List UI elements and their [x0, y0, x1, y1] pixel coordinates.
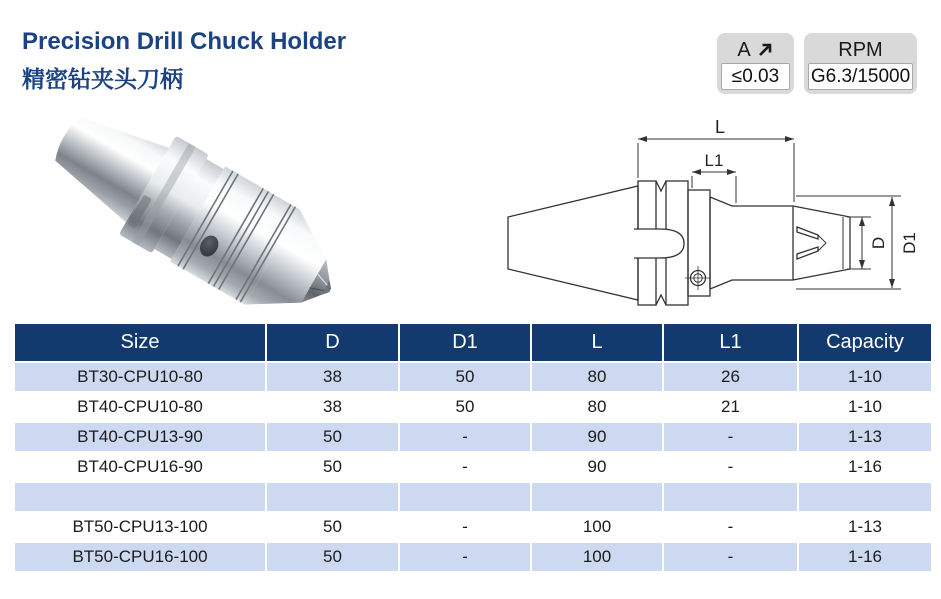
- table-cell: 50: [400, 393, 530, 421]
- column-header: Size: [15, 324, 265, 361]
- table-cell: 90: [532, 453, 662, 481]
- table-cell: 50: [400, 363, 530, 391]
- table-cell: 21: [664, 393, 797, 421]
- table-cell: 80: [532, 393, 662, 421]
- runout-badge: [717, 33, 794, 94]
- table-row: [15, 483, 931, 511]
- table-header-row: [15, 324, 931, 361]
- dim-label-d: D: [869, 236, 888, 250]
- table-row: [15, 423, 931, 451]
- table-cell: BT40-CPU13-90: [15, 423, 265, 451]
- table-cell: -: [664, 453, 797, 481]
- table-row: [15, 543, 931, 571]
- table-cell: [799, 483, 931, 511]
- table-cell: BT30-CPU10-80: [15, 363, 265, 391]
- table-cell: 1-16: [799, 543, 931, 571]
- table-cell: BT50-CPU13-100: [15, 513, 265, 541]
- table-cell: 1-13: [799, 423, 931, 451]
- technical-drawing: [488, 110, 940, 325]
- table-cell: 38: [267, 393, 398, 421]
- dim-label-l1: L1: [704, 151, 724, 170]
- table-cell: [664, 483, 797, 511]
- page-subtitle: 精密钻夹头刀柄: [22, 66, 183, 92]
- table-cell: [267, 483, 398, 511]
- column-header: Capacity: [799, 324, 931, 361]
- dim-label-d1: D1: [900, 232, 919, 254]
- table-cell: 50: [267, 513, 398, 541]
- product-photo: [10, 98, 372, 331]
- table-cell: [15, 483, 265, 511]
- rpm-badge-label: RPM: [838, 39, 883, 61]
- table-cell: 80: [532, 363, 662, 391]
- table-cell: 26: [664, 363, 797, 391]
- rpm-badge-value: G6.3/15000: [808, 63, 913, 90]
- table-cell: [400, 483, 530, 511]
- table-cell: BT50-CPU16-100: [15, 543, 265, 571]
- table-cell: 38: [267, 363, 398, 391]
- table-cell: -: [400, 543, 530, 571]
- table-cell: 100: [532, 513, 662, 541]
- dim-label-l: L: [714, 117, 726, 137]
- spec-table-section: [13, 322, 933, 573]
- title-block: [22, 28, 346, 94]
- table-cell: 1-13: [799, 513, 931, 541]
- rpm-badge-header: [808, 38, 913, 62]
- table-cell: -: [400, 513, 530, 541]
- table-row: [15, 393, 931, 421]
- table-cell: 50: [267, 423, 398, 451]
- table-cell: -: [664, 543, 797, 571]
- table-cell: 1-16: [799, 453, 931, 481]
- page-title: Precision Drill Chuck Holder: [22, 28, 347, 55]
- spec-table: [13, 322, 933, 573]
- table-row: [15, 363, 931, 391]
- table-cell: -: [400, 423, 530, 451]
- table-cell: BT40-CPU10-80: [15, 393, 265, 421]
- column-header: L1: [664, 324, 797, 361]
- table-cell: 1-10: [799, 363, 931, 391]
- table-cell: BT40-CPU16-90: [15, 453, 265, 481]
- table-cell: 50: [267, 543, 398, 571]
- table-cell: -: [400, 453, 530, 481]
- table-cell: -: [664, 513, 797, 541]
- runout-badge-label: A: [737, 39, 751, 61]
- table-cell: -: [664, 423, 797, 451]
- table-cell: 90: [532, 423, 662, 451]
- arrow-up-right-icon: [756, 41, 774, 59]
- table-cell: [532, 483, 662, 511]
- table-cell: 1-10: [799, 393, 931, 421]
- table-cell: 50: [267, 453, 398, 481]
- table-body: [15, 363, 931, 571]
- runout-badge-value: ≤0.03: [721, 63, 790, 90]
- rpm-badge: [804, 33, 917, 94]
- spec-badges: [717, 33, 917, 94]
- table-row: [15, 453, 931, 481]
- runout-badge-header: [721, 38, 790, 62]
- table-cell: 100: [532, 543, 662, 571]
- table-row: [15, 513, 931, 541]
- column-header: L: [532, 324, 662, 361]
- column-header: D: [267, 324, 398, 361]
- column-header: D1: [400, 324, 530, 361]
